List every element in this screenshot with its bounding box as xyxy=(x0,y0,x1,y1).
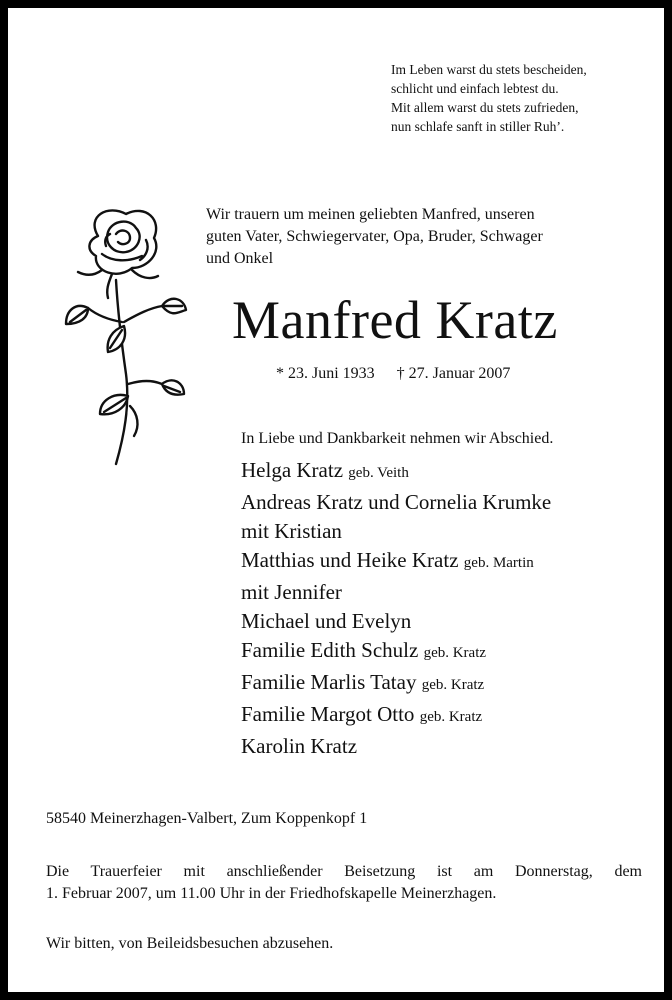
mourner-name: Familie Margot Otto xyxy=(241,702,415,726)
death-date: † 27. Januar 2007 xyxy=(396,365,511,382)
mourner-name: Familie Marlis Tatay xyxy=(241,670,417,694)
birth-date: * 23. Juni 1933 xyxy=(276,365,375,382)
closing-request: Wir bitten, von Beileidsbesuchen abzusehen. xyxy=(46,935,334,952)
mourner-entry xyxy=(241,636,661,668)
mourner-entry xyxy=(241,517,661,546)
mourner-name: Andreas Kratz und Cornelia Krumke xyxy=(241,490,552,514)
maiden-name: geb. Kratz xyxy=(421,677,485,693)
funeral-line: Die Trauerfeier mit anschließender Beisetzung ist am Donnerstag, dem xyxy=(46,863,642,880)
mourner-name: Matthias und Heike Kratz xyxy=(241,548,459,572)
mourner-name: Familie Edith Schulz xyxy=(241,638,419,662)
mourner-entry xyxy=(241,546,661,578)
mourner-entry xyxy=(241,607,661,636)
intro-line: und Onkel xyxy=(206,250,274,267)
intro-text xyxy=(206,204,642,270)
mourner-name: Michael und Evelyn xyxy=(241,609,412,633)
deceased-name: Manfred Kratz xyxy=(232,290,558,350)
funeral-notice xyxy=(46,861,642,905)
maiden-name: geb. Kratz xyxy=(419,709,483,725)
maiden-name: geb. Martin xyxy=(463,555,534,571)
memorial-poem xyxy=(391,60,651,136)
mourner-name: Helga Kratz xyxy=(241,458,344,482)
mourner-entry xyxy=(241,488,661,517)
poem-line: schlicht und einfach lebtest du. xyxy=(391,81,559,96)
life-dates xyxy=(276,363,656,385)
mourner-entry xyxy=(241,700,661,732)
mourner-name: mit Kristian xyxy=(241,519,342,543)
rose-icon xyxy=(46,206,188,468)
mourner-name: Karolin Kratz xyxy=(241,734,358,758)
maiden-name: geb. Kratz xyxy=(423,645,487,661)
farewell-line: In Liebe und Dankbarkeit nehmen wir Abschied. xyxy=(241,430,554,447)
family-address: 58540 Meinerzhagen-Valbert, Zum Koppenkopf 1 xyxy=(46,810,368,827)
intro-line: Wir trauern um meinen geliebten Manfred, unseren xyxy=(206,206,535,223)
intro-line: guten Vater, Schwiegervater, Opa, Bruder, Schwager xyxy=(206,228,543,245)
mourner-entry xyxy=(241,668,661,700)
mourner-entry xyxy=(241,578,661,607)
mourners-list xyxy=(241,456,661,761)
poem-line: Im Leben warst du stets bescheiden, xyxy=(391,62,587,77)
poem-line: Mit allem warst du stets zufrieden, xyxy=(391,100,579,115)
mourner-entry xyxy=(241,732,661,761)
funeral-line: 1. Februar 2007, um 11.00 Uhr in der Friedhofskapelle Meinerzhagen. xyxy=(46,885,497,902)
maiden-name: geb. Veith xyxy=(348,465,409,481)
mourner-entry xyxy=(241,456,661,488)
poem-line: nun schlafe sanft in stiller Ruh’. xyxy=(391,119,565,134)
mourner-name: mit Jennifer xyxy=(241,580,342,604)
